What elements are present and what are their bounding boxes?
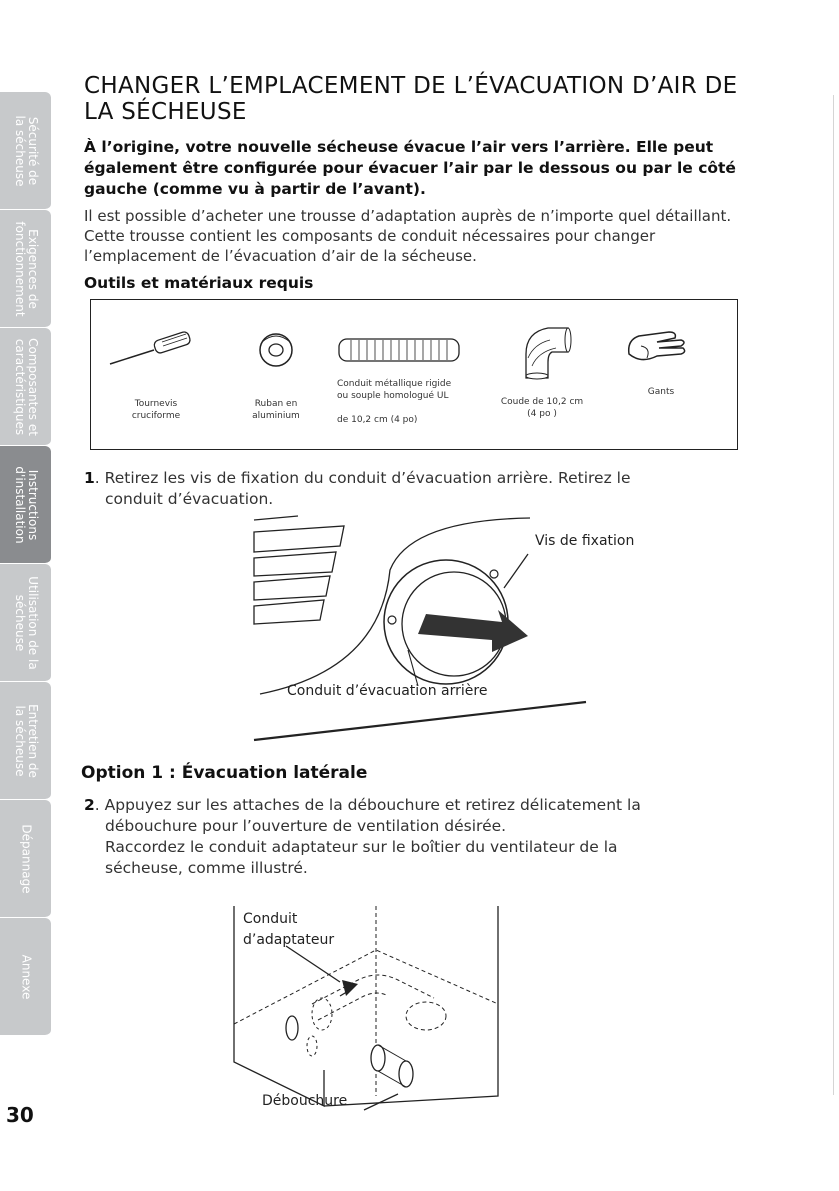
tool-flexible-duct	[329, 336, 469, 426]
tools-box	[90, 299, 738, 450]
tab-label: Exigences de fonctionnement	[12, 220, 40, 317]
tape-roll-icon	[256, 328, 296, 372]
screwdriver-icon	[106, 328, 206, 368]
adapter-label-line2: d’adaptateur	[243, 932, 335, 948]
tab-label: Annexe	[19, 954, 33, 999]
step-text: débouchure pour l’ouverture de ventilation désirée.	[105, 817, 507, 835]
tab-securite[interactable]	[0, 92, 51, 210]
step-text: Raccordez le conduit adaptateur sur le boîtier du ventilateur de la	[105, 838, 618, 856]
tool-label: Tournevis cruciforme	[131, 399, 181, 421]
intro-paragraph: Il est possible d’acheter une trousse d’adaptation auprès de n’importe quel détaillant. Cette trousse contient les composants de conduit nécessaires pour changer l’emplacement de l’évacuation d’air de la sécheuse.	[84, 207, 732, 265]
tab-label: Entretien de la sécheuse	[12, 703, 40, 778]
tool-label: Conduit métallique rigide ou souple homologué UL de 10,2 cm (4 po)	[337, 379, 452, 425]
step-number: 2	[84, 796, 95, 814]
tab-label: Sécurité de la sécheuse	[12, 115, 40, 186]
tab-composantes[interactable]	[0, 328, 51, 446]
tab-exigences[interactable]	[0, 210, 51, 328]
step-2	[84, 795, 764, 879]
tool-elbow	[487, 318, 597, 420]
step-text: sécheuse, comme illustré.	[105, 859, 308, 877]
tab-label: Dépannage	[19, 823, 33, 894]
flexible-duct-icon	[337, 336, 461, 366]
tab-annexe[interactable]	[0, 918, 51, 1036]
main-content	[84, 73, 744, 292]
tab-utilisation[interactable]	[0, 564, 51, 682]
step-text: conduit d’évacuation.	[105, 490, 274, 508]
screw-icon	[490, 570, 498, 578]
tab-depannage[interactable]	[0, 800, 51, 918]
intro-bold-paragraph: À l’origine, votre nouvelle sécheuse évacue l’air vers l’arrière. Elle peut également être configurée pour évacuer l’air par le dessous ou par le côté gauche (comme vu à partir de l’avant).	[84, 138, 736, 198]
page-title: CHANGER L’EMPLACEMENT DE L’ÉVACUATION D’AIR DE LA SÉCHEUSE	[84, 73, 738, 125]
rear-duct-label: Conduit d’évacuation arrière	[287, 683, 488, 699]
page-edge-rule	[833, 95, 834, 1095]
tool-screwdriver	[101, 328, 211, 422]
screw-label: Vis de fixation	[535, 533, 635, 549]
tab-label: Instructions d'installation	[12, 465, 40, 544]
step-number: 1	[84, 469, 95, 487]
tool-gloves	[611, 324, 711, 398]
tab-label: Composantes et caractéristiques	[12, 337, 40, 436]
tool-tape	[231, 328, 321, 422]
tools-heading: Outils et matériaux requis	[84, 274, 314, 292]
knockout-label: Débouchure	[262, 1093, 348, 1109]
option-1-heading: Option 1 : Évacuation latérale	[81, 763, 368, 783]
elbow-duct-icon	[512, 318, 572, 380]
step-text: . Appuyez sur les attaches de la débouchure et retirez délicatement la	[94, 796, 641, 814]
step-text: . Retirez les vis de fixation du conduit d’évacuation arrière. Retirez le	[94, 469, 631, 487]
tool-label: Ruban en aluminium	[252, 399, 300, 421]
tab-label: Utilisation de la sécheuse	[12, 575, 40, 670]
tab-instructions-installation[interactable]	[0, 446, 51, 564]
step-1	[84, 468, 764, 510]
gloves-icon	[621, 324, 701, 368]
screw-icon	[388, 616, 396, 624]
tool-label: Coude de 10,2 cm (4 po )	[500, 397, 584, 419]
tool-label: Gants	[647, 387, 675, 397]
page-number: 30	[6, 1103, 34, 1127]
tab-entretien[interactable]	[0, 682, 51, 800]
adapter-label-line1: Conduit	[243, 911, 298, 927]
